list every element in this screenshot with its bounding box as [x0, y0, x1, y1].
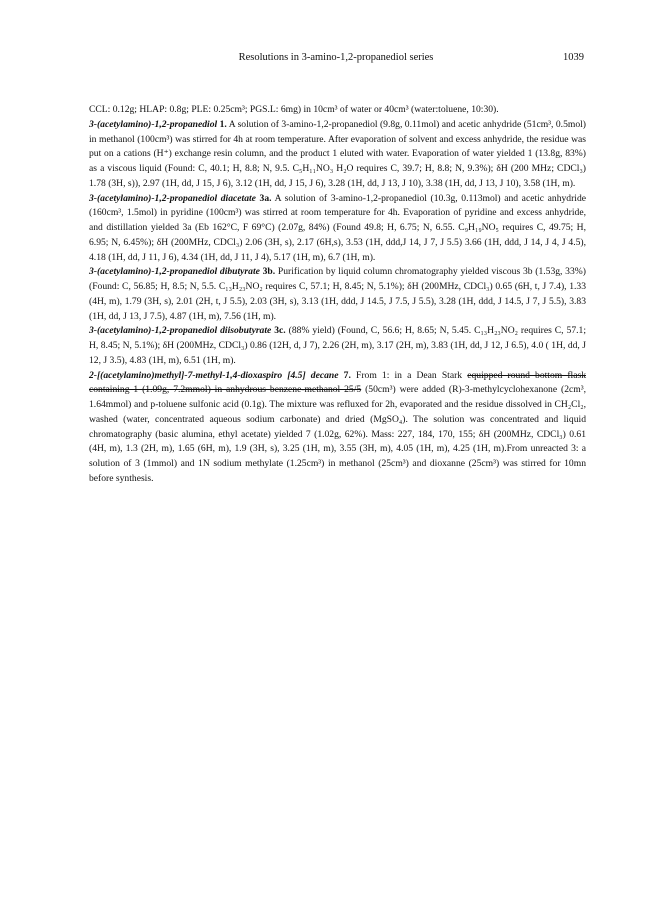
paragraph-compound-3b — [89, 265, 586, 324]
compound-number: 3b. — [262, 266, 276, 278]
page-header — [0, 52, 672, 68]
paragraph-intro — [89, 103, 586, 118]
compound-name: 2-[(acetylamino)methyl]-7-methyl-1,4-dioxaspiro [4.5] decane — [89, 369, 339, 381]
compound-number: 3a. — [259, 192, 272, 204]
paragraph-compound-3c — [89, 324, 586, 368]
paragraph-text: CCL: 0.12g; HLAP: 0.8g; PLE: 0.25cm³; PGS.L: 6mg) in 10cm³ of water or 40cm³ (water:toluene, 10:30). — [89, 104, 499, 115]
struck-through-text: equipped round bottom flask containing 1 (1.09g, 7.2mmol) in anhydrous benzene-methanol 25/5 — [89, 369, 587, 396]
running-title: Resolutions in 3-amino-1,2-propanediol series — [238, 52, 434, 63]
paragraph-text: From 1: in a Dean Stark — [356, 369, 463, 381]
paragraph-text: (50cm³) were added (R)-3-methylcyclohexanone (2cm³, 1.64mmol) and p-toluene sulfonic acid (0.1g). The mixture was refluxed for 2h, evaporated and the residue dissolved in CH₂Cl₂, washed (water, concentrated aqueous sodium carbonate) and dried (MgSO₄). The solution was concentrated and liquid chromatography (basic alumina, ethyl acetate) yielded 7 (1.02g, 62%). Mass: 227, 184, 170, 155; δH (200MHz, CDCl₃) 0.61 (4H, m), 1.3 (2H, m), 1.65 (6H, m), 1.9 (3H, s), 3.25 (1H, m), 3.55 (3H, m), 4.05 (1H, m), 4.25 (1H, m).From unreacted 3: a solution of 3 (1mmol) and 1N sodium methylate (1.25cm³) in methanol (25cm³) and dioxanne (25cm³) was stirred for 10mn before synthesis. — [89, 384, 586, 484]
paragraph-compound-7 — [89, 369, 586, 487]
compound-name: 3-(acetylamino)-1,2-propanediol — [89, 118, 218, 130]
paragraph-text: Purification by liquid column chromatography yielded viscous 3b (1.53g, 33%) (Found: C, 56.85; H, 8.5; N, 5.5. C₁₃H₂₃NO₂ requires C, 57.1; H, 8.45; N, 5.1%); δH (200MHz, CDCl₃) 0.65 (6H, t, J 7.4), 1.33 (4H, m), 1.79 (3H, s), 2.01 (2H, t, J 5.5), 2.03 (3H, s), 3.13 (1H, ddd, J 14.5, J 7.5, J 5.5), 3.28 (1H, ddd, J 14.5, J 7, J 5.5), 3.83 (1H, dd, J 13, J 7.5), 4.87 (1H, m), 7.56 (1H, m). — [89, 266, 586, 322]
page-number: 1039 — [563, 52, 584, 63]
compound-name: 3-(acetylamino)-1,2-propanediol diisobutyrate — [89, 325, 272, 337]
compound-number: 7. — [343, 369, 351, 381]
paragraph-compound-3a — [89, 192, 586, 266]
compound-name: 3-(acetylamino)-1,2-propanediol dibutyrate — [89, 266, 260, 278]
paragraph-compound-1 — [89, 118, 586, 192]
paragraph-text: (88% yield) (Found, C, 56.6; H, 8.65; N, 5.45. C₁₃H₂₃NO₂ requires C, 57.1; H, 8.45; N, 5.1%); δH (200MHz, CDCl₃) 0.86 (12H, d, J 7), 2.26 (2H, m), 3.17 (2H, m), 3.83 (1H, dd, J 12, J 6.5), 4.0 ( 1H, dd, J 12, J 3.5), 4.83 (1H, m), 6.51 (1H, m). — [89, 325, 586, 366]
paragraph-text: A solution of 3-amino-1,2-propanediol (10.3g, 0.113mol) and acetic anhydride (160cm³, 1.5mol) in pyridine (100cm³) was stirred at room temperature for 4h. Evaporation of pyridine and excess anhydride, and distillation yielded 3a (Eb 162°C, F 69°C) (2.07g, 84%) (Found 49.8; H, 6.75; N, 6.55. C₉H₁₉NO₅ requires C, 49.75; H, 6.95; N, 6.45%); δH (200MHz, CDCl₃) 2.06 (3H, s), 2.17 (6H,s), 3.53 (1H, ddd,J 14, J 7, J 5.5) 3.66 (1H, ddd, J 14, J 4, J 4.5), 4.18 (1H, dd, J 11, J 6), 4.34 (1H, dd, J 11, J 4), 5.17 (1H, m), 6.7 (1H, m). — [89, 192, 587, 263]
compound-name: 3-(acetylamino)-1,2-propanediol diacetate — [89, 192, 256, 204]
paragraph-text: A solution of 3-amino-1,2-propanediol (9.8g, 0.11mol) and acetic anhydride (51cm³, 0.5mol) in methanol (100cm³) was stirred for 4h at room temperature. After evaporation of solvent and excess anhydride, the residue was put on a cations (H⁺) exchange resin column, and the product 1 eluted with water. Evaporation of water yielded 1 (13.8g, 83%) as a viscous liquid (Found: C, 40.1; H, 8.8; N, 9.5. C₅H₁₁NO₃ H₂O requires C, 39.7; H, 8.8; N, 9.3%); δH (200 MHz; CDCl₃) 1.78 (3H, s)), 2.97 (1H, dd, J 15, J 6), 3.12 (1H, dd, J 15, J 6), 3.28 (1H, dd, J 13, J 10), 3.38 (1H, dd, J 13, J 10), 3.58 (1H, m). — [89, 118, 586, 189]
compound-number: 1. — [219, 118, 227, 130]
experimental-section — [89, 103, 586, 487]
compound-number: 3c. — [274, 325, 286, 337]
